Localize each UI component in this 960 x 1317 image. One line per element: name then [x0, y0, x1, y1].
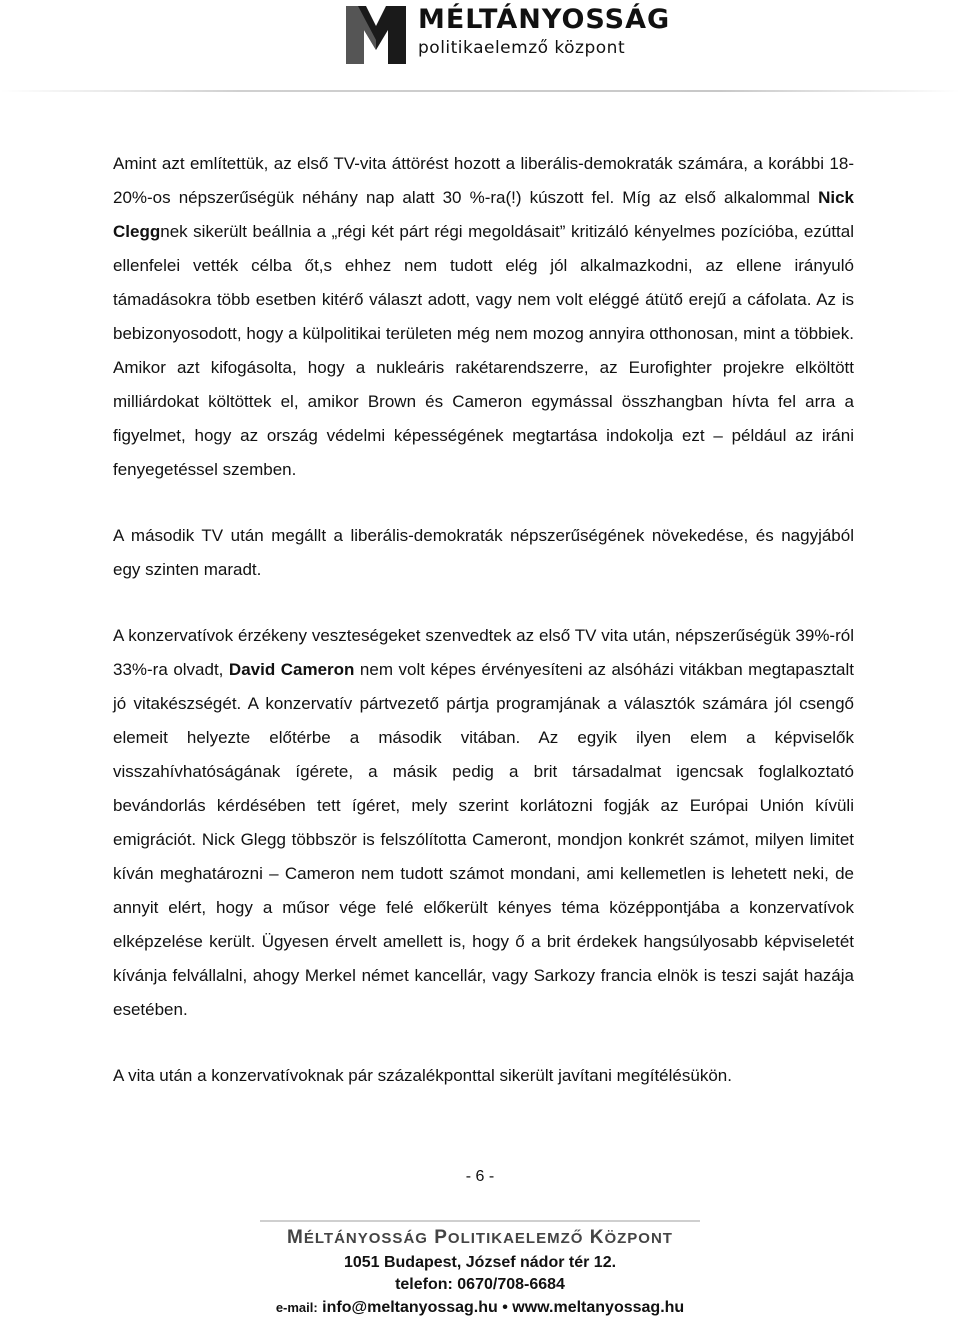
footer-divider [260, 1220, 700, 1222]
footer-address: 1051 Budapest, József nádor tér 12. [343, 1254, 617, 1271]
text-segment: nek sikerült beállnia a „régi két párt régi megoldásait” kritizáló kényelmes pozícióba, ezúttal ellenfelei vették célba őt,s ehhez nem tudott elég jól alkalmazkodni, az ellene irányuló támadásokra több esetben kitérő választ adott, vagy nem volt eléggé átütő erejű a cáfolata. Az is bebizonyosodott, hogy a külpolitikai területen még nem mozog annyira otthonosan, mint a többiek. Amikor azt kifogásolta, hogy a nukleáris rakétarendszerre, az Eurofighter projekre elköltött milliárdokat költöttek el, amikor Brown és Cameron egymással összhangban hívta fel arra a figyelmet, hogy az ország védelmi képességének megtartása indokolja ezt – például az iráni fenyegetéssel szemben. [113, 222, 854, 479]
contact-links[interactable]: info@meltanyossag.hu • www.meltanyossag.hu [322, 1299, 685, 1316]
page-number: - 6 - [465, 1168, 495, 1185]
paragraph-1 [113, 147, 854, 487]
text-segment: Amint azt említettük, az első TV-vita áttörést hozott a liberális-demokraták számára, a korábbi 18-20%-os népszerűségük néhány nap alatt 30 %-ra(!) kúszott fel. Míg az első alkalommal [113, 154, 854, 207]
article-body [113, 147, 854, 1093]
text-segment: A vita után a konzervatívoknak pár százalékponttal sikerült javítani megítélésükön. [113, 1066, 732, 1085]
paragraph-4 [113, 1059, 854, 1093]
footer-phone: telefon: 0670/708-6684 [395, 1276, 565, 1293]
paragraph-3 [113, 619, 854, 1027]
org-initial: P [434, 1227, 448, 1248]
page-header [0, 0, 960, 92]
logo-title: MÉLTÁNYOSSÁG [418, 4, 671, 35]
org-initial: K [589, 1227, 605, 1248]
email-label: e-mail: [275, 1300, 318, 1315]
logo-subtitle: politikaelemző központ [418, 38, 626, 58]
org-word: ÉLTÁNYOSSÁG [303, 1230, 428, 1247]
text-segment: A konzervatívok érzékeny veszteségeket szenvedtek az első TV vita után, népszerűségük 39%-ról 33%-ra olvadt, [113, 626, 854, 679]
header-divider [0, 90, 960, 92]
org-word: OLITIKAELEMZŐ [447, 1230, 584, 1247]
org-word: ÖZPONT [604, 1230, 673, 1247]
footer-org-name [0, 1227, 960, 1249]
name-nick-clegg: Nick Clegg [113, 188, 854, 241]
paragraph-2 [113, 519, 854, 587]
logo-m-icon [346, 6, 406, 64]
name-david-cameron: David Cameron [228, 660, 355, 679]
footer-contact [0, 1299, 960, 1317]
text-segment: A második TV után megállt a liberális-demokraták népszerűségének növekedése, és nagyjából egy szinten maradt. [113, 526, 854, 579]
text-segment: nem volt képes érvényesíteni az alsóházi vitákban megtapasztalt jó vitakészségét. A konzervatív pártvezető pártja programjának a választók számára jól csengő elemeit helyezte előtérbe a második vitában. Az egyik ilyen elem a képviselők visszahívhatóságának ígérete, a másik pedig a brit társadalmat igencsak foglalkoztató bevándorlás kérdésében tett ígéret, mely szerint korlátozni fogják az Európai Unión kívüli emigrációt. Nick Glegg többször is felszólította Cameront, mondjon konkrét számot, milyen limitet kíván meghatározni – Cameron nem tudott számot mondani, ami kellemetlen is lehetett neki, de annyit elért, hogy a műsor vége felé előkerült kényes téma középpontjába a konzervatívok elképzelése került. Ügyesen érvelt amellett is, hogy ő a brit érdekek hangsúlyosabb képviseletét kívánja felvállalni, ahogy Merkel német kancellár, vagy Sarkozy francia elnök is teszi saját hazája esetében. [113, 660, 855, 1019]
org-initial: M [287, 1227, 304, 1248]
